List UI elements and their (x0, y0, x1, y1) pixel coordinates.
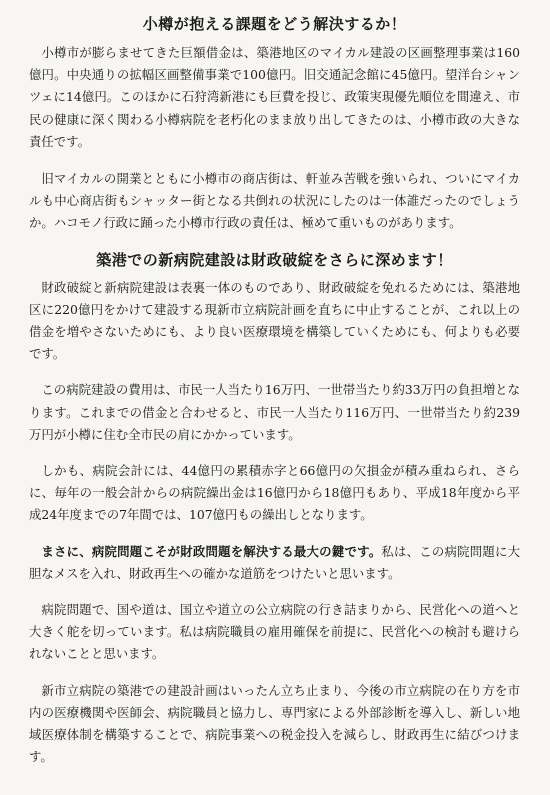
paragraph-cancel-hospital-plan: 財政破綻と新病院建設は表裏一体のものであり、財政破綻を免れるためには、築港地区に220億円をかけて建設する現新市立病院計画を直ちに中止することが、これ以上の借金を増やさないためにも、より良い医療環境を構築していくためにも、何よりも必要です。 (29, 279, 520, 362)
paragraph-hospital-deficit: しかも、病院会計には、44億円の累積赤字と66億円の欠損金が積み重ねられ、さらに、毎年の一般会計からの病院繰出金は16億円から18億円もあり、平成18年度から平成24年度までの7年間では、107億円もの繰出しとなります。 (29, 463, 520, 523)
paragraph-privatization: 病院問題で、国や道は、国立や道立の公立病院の行き詰まりから、民営化への道へと大きく舵を切っています。私は病院職員の雇用確保を前提に、民営化への検討も避けられないことと思います。 (29, 602, 520, 662)
paragraph-new-medical-system: 新市立病院の築港での建設計画はいったん立ち止まり、今後の市立病院の在り方を市内の医療機関や医師会、病院職員と協力し、専門家による外部診断を導入し、新しい地域医療体制を構築することで、病院事業への税金投入を減らし、財政再生に結びつけます。 (29, 682, 520, 765)
paragraph-cost-per-citizen: この病院建設の費用は、市民一人当たり16万円、一世帯当たり約33万円の負担増となります。これまでの借金と合わせると、市民一人当たり116万円、一世帯当たり約239万円が小樽に住む全市民の肩にかかっています。 (29, 382, 520, 442)
paragraph-key-issue (29, 541, 520, 585)
paragraph-shopping-district: 旧マイカルの開業とともに小樽市の商店街は、軒並み苦戦を強いられ、ついにマイカルも中心商店街もシャッター街となる共倒れの状況にしたのは一体誰だったのでしょうか。ハコモノ行政に踊った小樽市行政の責任は、極めて重いものがあります。 (29, 171, 520, 231)
section-heading-otaru-issues: 小樽が抱える課題をどう解決するか！ (142, 15, 407, 33)
paragraph-debt-projects: 小樽市が膨らませてきた巨額借金は、築港地区のマイカル建設の区画整理事業は160億円。中央通りの拡幅区画整備事業で100億円。旧交通記念館に45億円。望洋台シャンツェに14億円。このほかに石狩湾新港にも巨費を投じ、政策実現優先順位を間違え、市民の健康に深く関わる小樽病院を老朽化のまま放り出してきたのは、小樽市政の大きな責任です。 (29, 45, 520, 149)
section-hospital-finance (29, 248, 520, 769)
section-heading-hospital-finance: 築港での新病院建設は財政破綻をさらに深めます！ (96, 250, 453, 269)
section-otaru-issues (29, 12, 520, 235)
key-issue-bold-lead: まさに、病院問題こそが財政問題を解決する最大の鍵です。 (41, 543, 382, 559)
key-issue-rest: 私は、この病院問題に大胆なメスを入れ、財政再生への確かな道筋をつけたいと思います。 (29, 543, 521, 581)
